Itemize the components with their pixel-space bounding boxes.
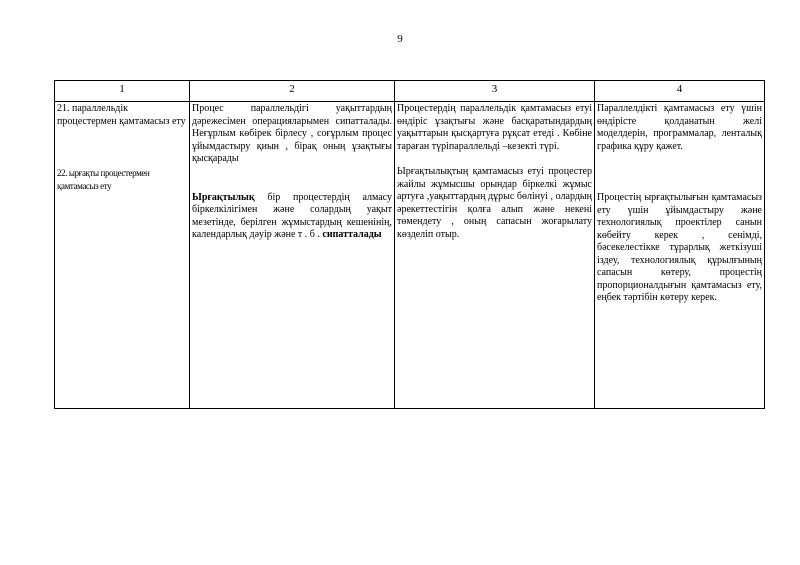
description-text-21: Процес параллельдігі уақыттардың дәрежесімен операцияларымен сипатталады. Неғұрлым көбірек бірлесу , соғұрлым процес ұйымдастыру қиын , бірақ оның ұзақтығы қысқарады xyxy=(192,103,392,164)
description-bold-end: сипатталады xyxy=(322,229,382,240)
column-header-3: 3 xyxy=(395,81,595,102)
page-number: 9 xyxy=(397,33,403,45)
purpose-text-21: Процестердің параллельдік қамтамасыз етуі өндіріс ұзақтығы және басқаратындардың уақыттарын қысқартуға рұқсат етеді . Көбіне тараған түріпараллельді –кезекті түрі. xyxy=(397,103,592,152)
content-table xyxy=(54,80,765,409)
criterion-text-21: 21. параллельдік процестермен қамтамасыз ету xyxy=(57,103,186,127)
description-bold-term: Ырғақтылық xyxy=(192,191,255,203)
criterion-cell xyxy=(55,102,190,409)
measures-cell xyxy=(595,102,765,409)
description-cell xyxy=(190,102,395,409)
column-header-1: 1 xyxy=(55,81,190,102)
table-row xyxy=(55,102,765,409)
description-text-22 xyxy=(192,192,392,242)
measures-text-22: Процестің ырғақтылығын қамтамасыз ету үшін ұйымдастыру және технологиялық проектілер санын көбейту керек , сенімді, бәсекелестікке тұрарлық жеткізуші іздеу, технологиялық құрылғының сапасын көтеру, процестің пропорционалдығын қамтамасыз ету, еңбек тәртібін көтеру керек. xyxy=(597,192,762,303)
column-header-2: 2 xyxy=(190,81,395,102)
measures-text-21: Параллелдікті қамтамасыз ету үшін өндірісте қолданатын желі моделдерін, программалар, ленталық графика құру қажет. xyxy=(597,103,762,152)
purpose-text-22: Ырғақтылықтың қамтамасыз етуі процестер жайлы жұмысшы орындар біркелкі жұмыс артуға ,уақыттардың дұрыс бөлінуі , олардың әрекеттестігін қолға алып және некені төмендету , оның сапасын жоғарылату көзделіп отыр. xyxy=(397,166,592,240)
description-body: бір процестердің алмасу біркелкілігімен және солардың уақыт мезетінде, берілген жұмыстардың кешенінің, календарлық дәуір және т . б . xyxy=(192,191,392,240)
purpose-cell xyxy=(395,102,595,409)
column-header-4: 4 xyxy=(595,81,765,102)
criterion-text-22: 22. ырғақты процестермен қамтамасыз ету xyxy=(57,168,150,191)
table-header-row xyxy=(55,81,765,102)
